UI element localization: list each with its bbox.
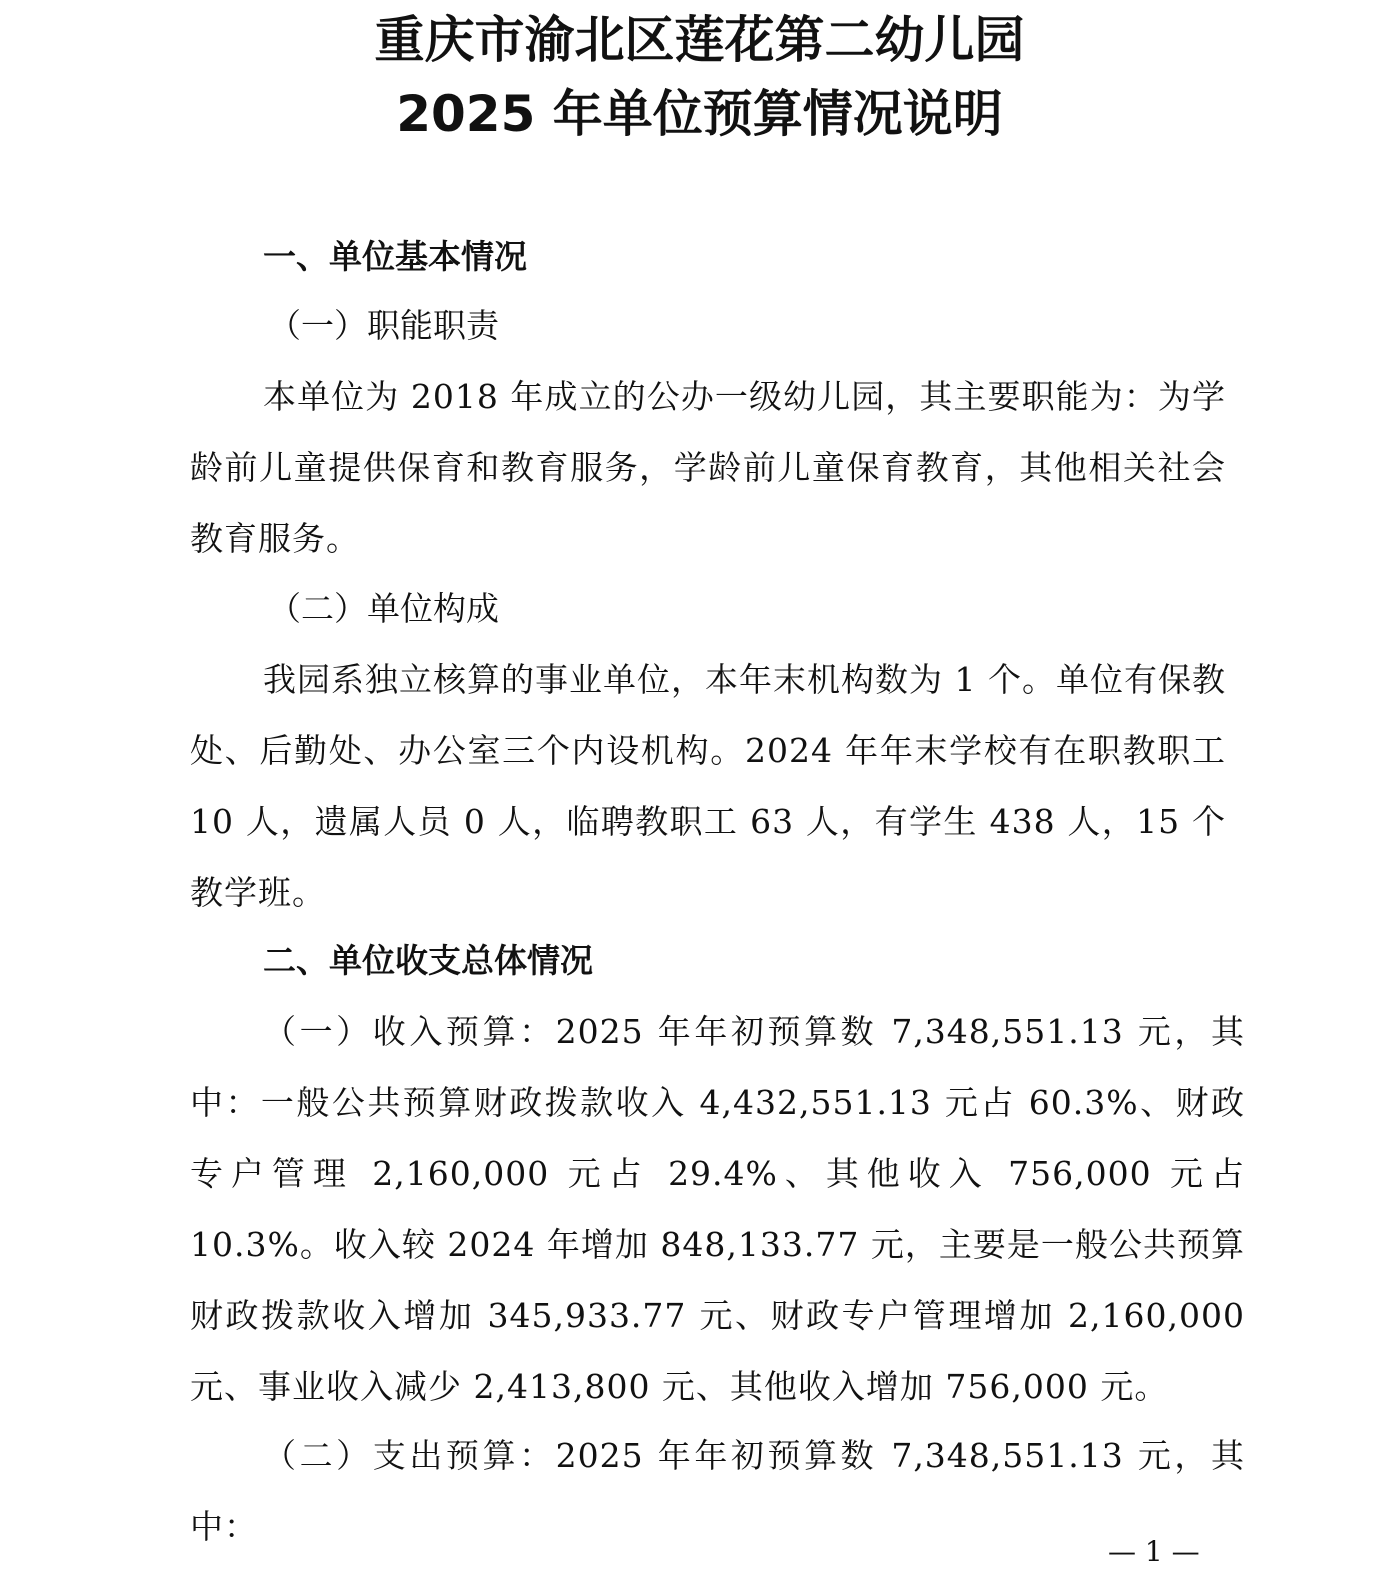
document-title-line-2: 2025 年单位预算情况说明 — [396, 85, 1003, 143]
document-title-line-1: 重庆市渝北区莲花第二幼儿园 — [374, 11, 1025, 69]
paragraph-expenditure-budget: （二）支出预算：2025 年年初预算数 7,348,551.13 元，其中： — [190, 1436, 1245, 1546]
section-heading-revenue-expenditure: 二、单位收支总体情况 — [263, 941, 593, 980]
paragraph-composition: 我园系独立核算的事业单位，本年末机构数为 1 个。单位有保教处、后勤处、办公室三个内设机构。2024 年年末学校有在职教职工 10 人，遗属人员 0 人，临聘教职工 63 人，有学生 438 人，15 个教学班。 — [190, 660, 1226, 912]
page-number: — 1 — — [1108, 1535, 1200, 1568]
subsection-heading-functions: （一）职能职责 — [268, 306, 499, 345]
section-heading-basic-info: 一、单位基本情况 — [263, 237, 527, 276]
paragraph-income-budget: （一）收入预算：2025 年年初预算数 7,348,551.13 元，其中：一般公共预算财政拨款收入 4,432,551.13 元占 60.3%、财政专户管理 2,160,000 元占 29.4%、其他收入 756,000 元占 10.3%。收入较 2024 年增加 848,133.77 元，主要是一般公共预算财政拨款收入增加 345,933.77 元、财政专户管理增加 2,160,000 元、事业收入减少 2,413,800 元、其他收入增加 756,000 元。 — [190, 1012, 1245, 1406]
paragraph-functions: 本单位为 2018 年成立的公办一级幼儿园，其主要职能为：为学龄前儿童提供保育和教育服务，学龄前儿童保育教育，其他相关社会教育服务。 — [190, 377, 1226, 558]
subsection-heading-composition: （二）单位构成 — [268, 589, 499, 628]
